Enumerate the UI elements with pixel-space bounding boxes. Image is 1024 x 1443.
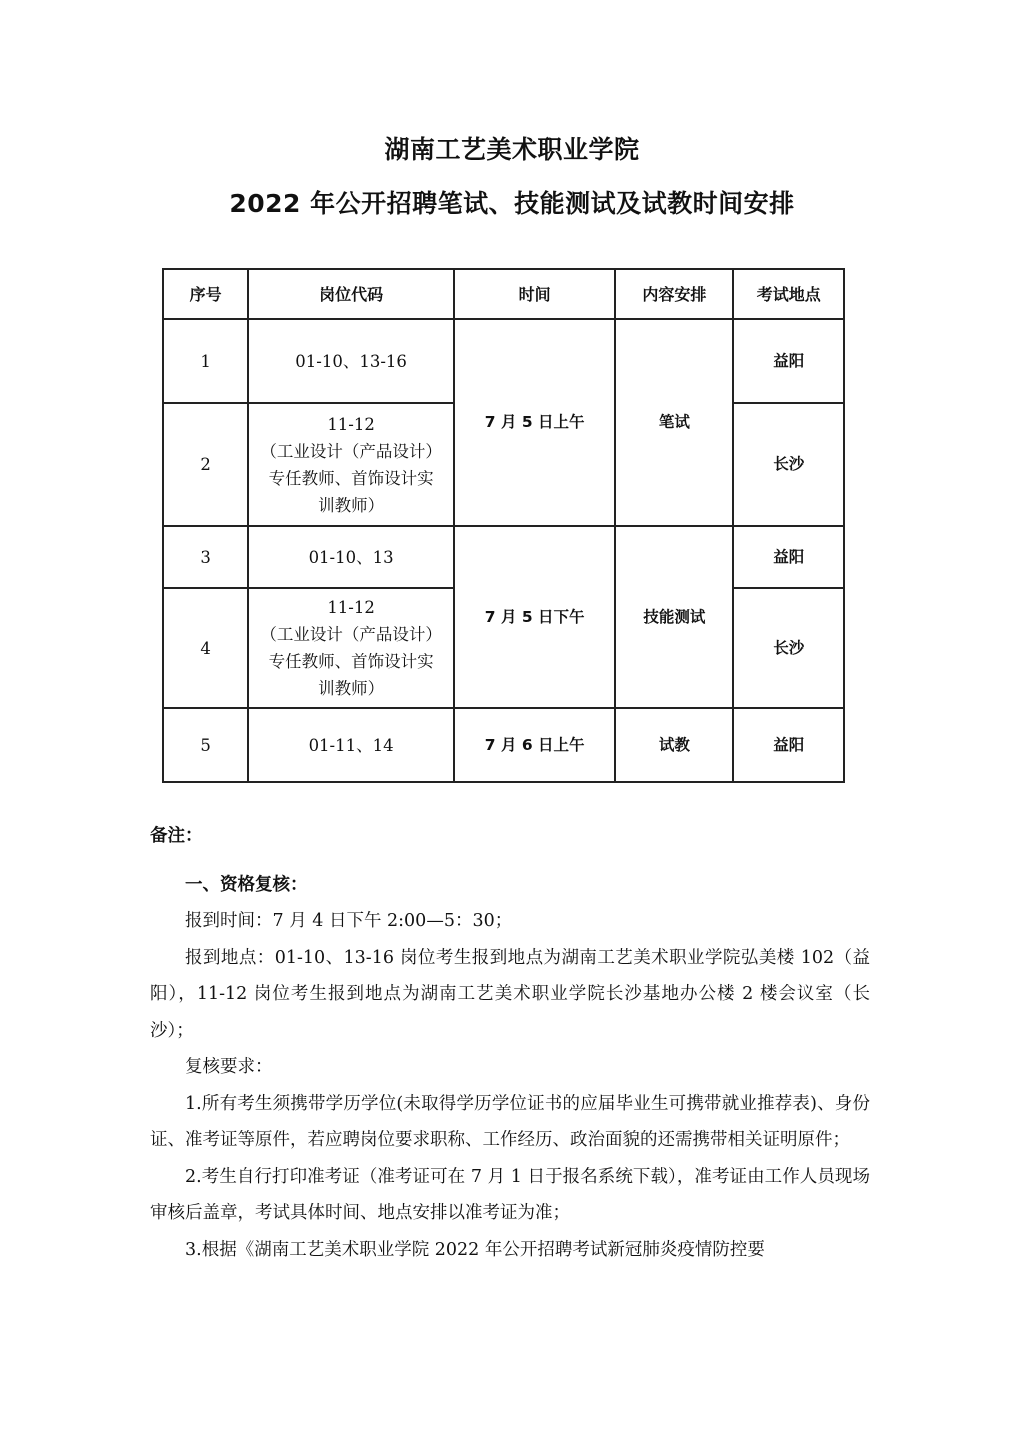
report-time: 报到时间：7 月 4 日下午 2:00—5：30； [185, 911, 513, 931]
cell-seq: 2 [163, 403, 248, 526]
notes-label: 备注： [150, 826, 203, 846]
header-content: 内容安排 [615, 269, 733, 319]
report-place: 报到地点：01-10、13-16 岗位考生报到地点为湖南工艺美术职业学院弘美楼 102（益阳），11-12 岗位考生报到地点为湖南工艺美术职业学院长沙基地办公楼 2 楼会议室（长沙）； [150, 947, 870, 1041]
code-line: 训教师） [318, 495, 385, 515]
section-heading: 一、资格复核： [185, 874, 308, 895]
code-line: （工业设计（产品设计） [260, 441, 442, 461]
requirement-item: 2.考生自行打印准考证（准考证可在 7 月 1 日于报名系统下载），准考证由工作人员现场审核后盖章，考试具体时间、地点安排以准考证为准； [150, 1166, 870, 1223]
header-location: 考试地点 [733, 269, 844, 319]
cell-position-code: 01-10、13 [248, 526, 454, 588]
cell-position-code [248, 588, 454, 708]
cell-location: 益阳 [733, 708, 844, 782]
code-line: 11-12 [327, 598, 375, 617]
cell-location: 益阳 [733, 319, 844, 403]
requirements-heading: 复核要求： [185, 1057, 273, 1077]
cell-time: 7 月 5 日上午 [454, 319, 615, 526]
code-line: 专任教师、首饰设计实 [268, 468, 434, 488]
code-line: 11-12 [327, 414, 375, 434]
notes-section [150, 818, 870, 1268]
cell-content: 笔试 [615, 319, 733, 526]
header-seq: 序号 [163, 269, 248, 319]
code-line: 专任教师、首饰设计实 [268, 652, 434, 671]
requirement-item: 3.根据《湖南工艺美术职业学院 2022 年公开招聘考试新冠肺炎疫情防控要 [185, 1239, 765, 1260]
cell-location: 长沙 [733, 588, 844, 708]
cell-location: 长沙 [733, 403, 844, 526]
header-time: 时间 [454, 269, 615, 319]
header-position-code: 岗位代码 [248, 269, 454, 319]
cell-location: 益阳 [733, 526, 844, 588]
document-title: 2022 年公开招聘笔试、技能测试及试教时间安排 [229, 189, 795, 218]
code-line: （工业设计（产品设计） [260, 625, 442, 644]
cell-seq: 1 [163, 319, 248, 403]
cell-seq: 5 [163, 708, 248, 782]
institution-title: 湖南工艺美术职业学院 [384, 135, 640, 164]
cell-seq: 4 [163, 588, 248, 708]
cell-time: 7 月 6 日上午 [454, 708, 615, 782]
cell-content: 试教 [615, 708, 733, 782]
requirement-item: 1.所有考生须携带学历学位(未取得学历学位证书的应届毕业生可携带就业推荐表)、身份证、准考证等原件，若应聘岗位要求职称、工作经历、政治面貌的还需携带相关证明原件； [150, 1093, 870, 1150]
cell-time: 7 月 5 日下午 [454, 526, 615, 708]
schedule-table [162, 268, 845, 783]
table-row [163, 708, 844, 782]
cell-position-code: 01-10、13-16 [248, 319, 454, 403]
table-row [163, 526, 844, 588]
cell-position-code [248, 403, 454, 526]
table-row [163, 319, 844, 403]
code-line: 训教师） [318, 679, 385, 698]
cell-position-code: 01-11、14 [248, 708, 454, 782]
cell-seq: 3 [163, 526, 248, 588]
table-header-row [163, 269, 844, 319]
cell-content: 技能测试 [615, 526, 733, 708]
